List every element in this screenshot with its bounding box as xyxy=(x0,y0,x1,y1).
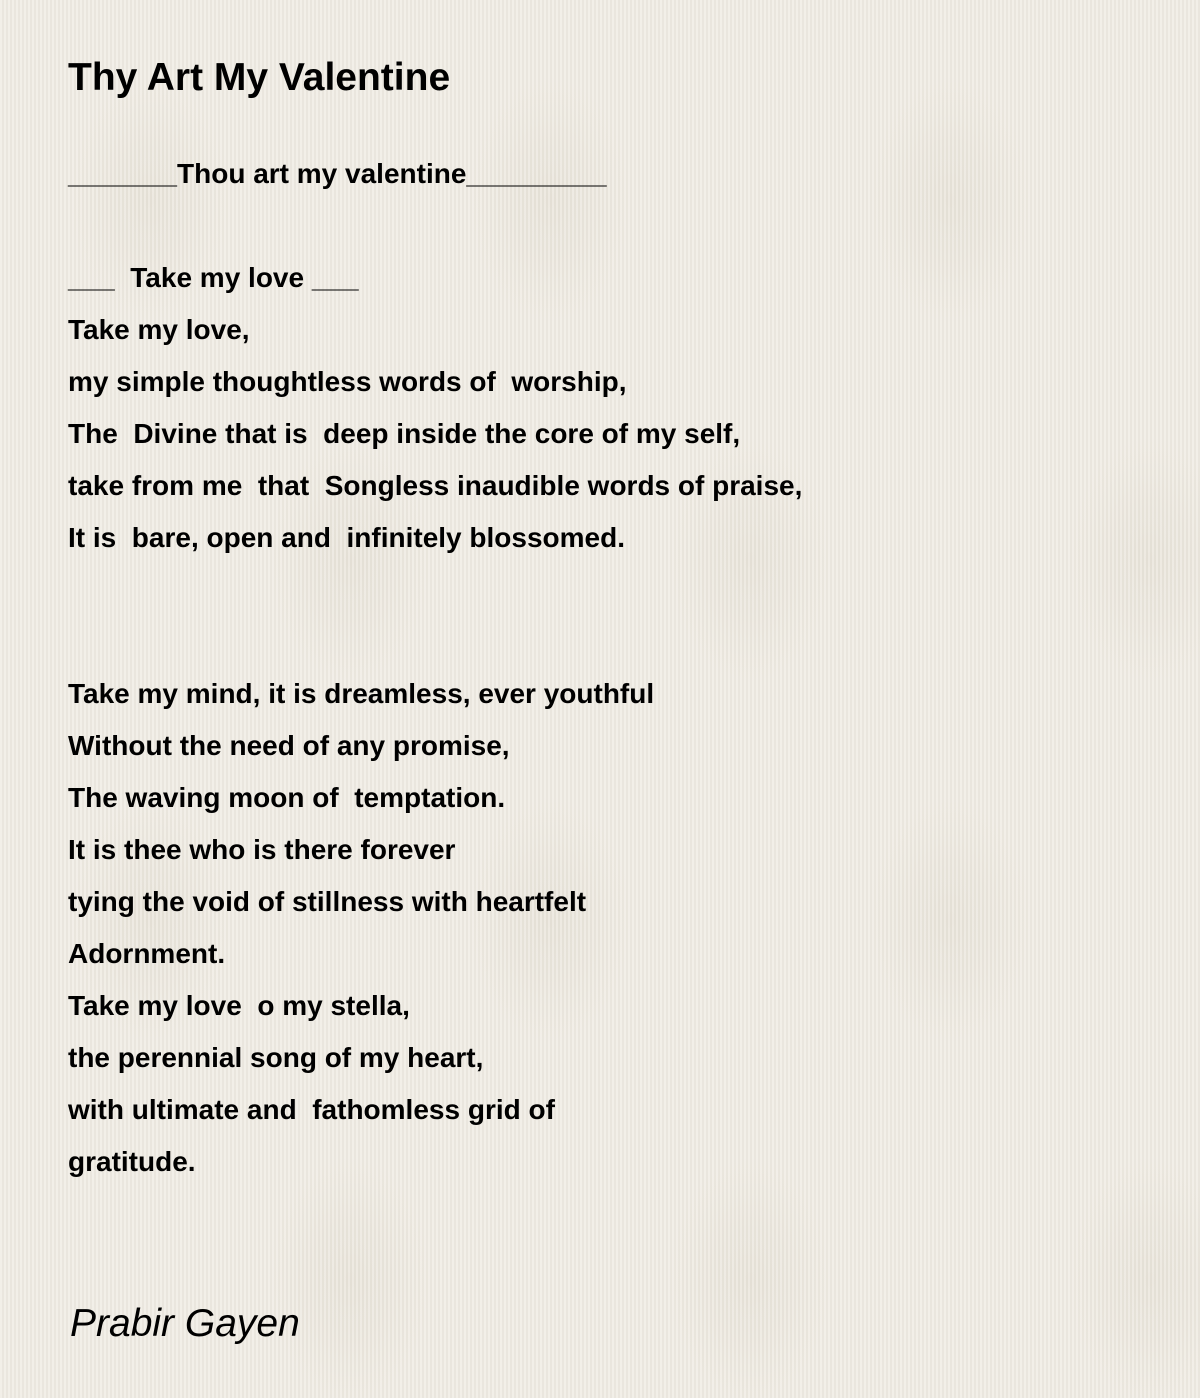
poem-line: It is bare, open and infinitely blossomed. xyxy=(68,522,625,553)
author-name: Prabir Gayen xyxy=(70,1302,300,1345)
poem-line: Adornment. xyxy=(68,938,226,969)
poem-line: Take my mind, it is dreamless, ever youthful xyxy=(68,678,655,709)
poem-line: tying the void of stillness with heartfelt xyxy=(68,886,587,917)
poem-line: Without the need of any promise, xyxy=(68,730,510,761)
poem-line: Take my love o my stella, xyxy=(68,990,410,1021)
poem-line xyxy=(68,564,1168,616)
poem-title: Thy Art My Valentine xyxy=(68,56,451,99)
poem-line: The Divine that is deep inside the core of my self, xyxy=(68,418,741,449)
poem-line: It is thee who is there forever xyxy=(68,834,456,865)
poem-line: the perennial song of my heart, xyxy=(68,1042,484,1073)
poem-line: The waving moon of temptation. xyxy=(68,782,506,813)
poem-line: my simple thoughtless words of worship, xyxy=(68,366,627,397)
poem-body xyxy=(68,148,1168,1188)
poem-line xyxy=(68,616,1168,668)
poem-line: Take my love, xyxy=(68,314,250,345)
poem-line: ___ Take my love ___ xyxy=(68,262,359,293)
poem-line: take from me that Songless inaudible words of praise, xyxy=(68,470,803,501)
poem-line xyxy=(68,200,1168,252)
poem-line: _______Thou art my valentine_________ xyxy=(68,158,607,189)
poem-line: gratitude. xyxy=(68,1146,196,1177)
poem-line: with ultimate and fathomless grid of xyxy=(68,1094,555,1125)
